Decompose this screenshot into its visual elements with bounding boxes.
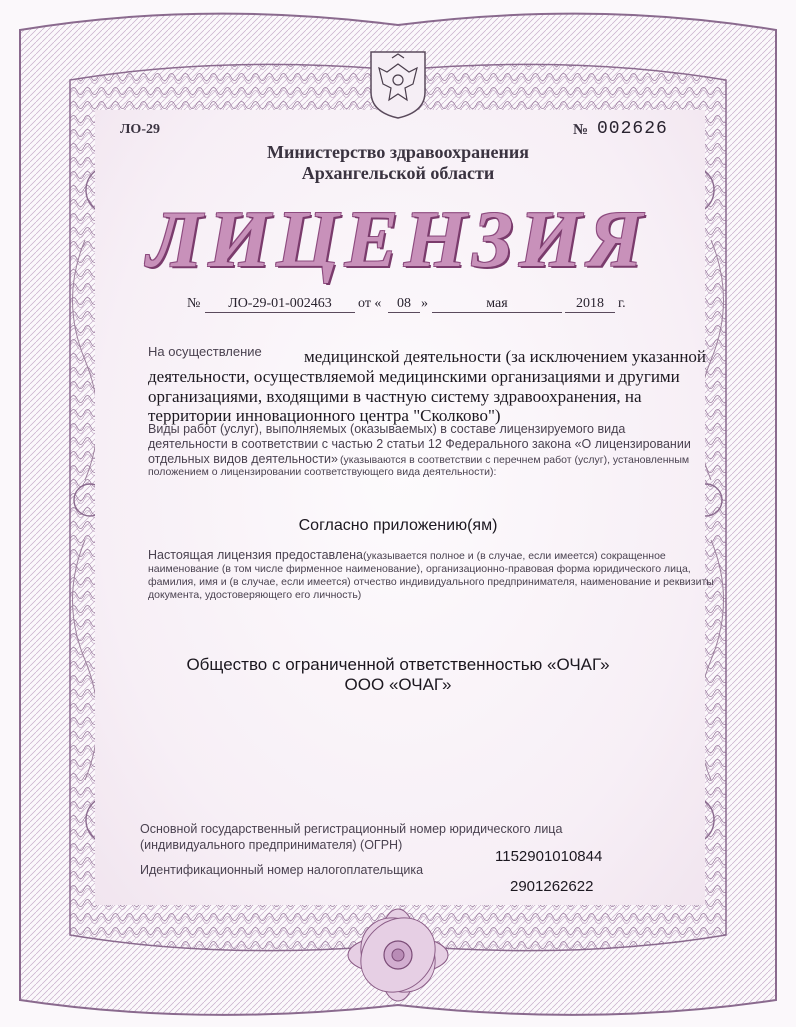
inn-value: 2901262622 xyxy=(510,878,594,895)
activity-line4: территории инновационного центра "Сколково") xyxy=(148,406,501,425)
holder-short-name: ООО «ОЧАГ» xyxy=(344,675,452,694)
holder-line1b: (указывается полное и (в случае, если имеется) сокращенное xyxy=(363,550,666,562)
works-line3b: (указываются в соответствии с перечнем работ (услуг), установленным xyxy=(340,454,690,466)
works-line1: Виды работ (услуг), выполняемых (оказываемых) в составе лицензируемого вида xyxy=(148,422,626,436)
works-line2: деятельности в соответствии с частью 2 статьи 12 Федерального закона «О лицензировании xyxy=(148,437,691,451)
license-number: ЛО-29-01-002463 xyxy=(205,296,355,313)
ministry-name-line2: Архангельской области xyxy=(301,163,495,183)
inn-label: Идентификационный номер налогоплательщика xyxy=(140,863,424,877)
form-series: ЛО-29 xyxy=(120,122,160,137)
document-title: ЛИЦЕНЗИЯ xyxy=(147,196,649,284)
russian-coat-of-arms-icon xyxy=(365,48,431,120)
works-line3a: отдельных видов деятельности» xyxy=(148,452,338,466)
works-line4: положением о лицензировании соответствующего вида деятельности): xyxy=(148,466,497,478)
holder-line4: документа, удостоверяющего его личность) xyxy=(148,589,362,601)
activity-line1: медицинской деятельности (за исключением указанной xyxy=(304,347,707,366)
holder-line1a: Настоящая лицензия предоставлена xyxy=(148,548,364,562)
holder-full-name: Общество с ограниченной ответственностью «ОЧАГ» xyxy=(186,655,610,674)
ogrn-label-line2: (индивидуального предпринимателя) (ОГРН) xyxy=(140,838,403,852)
license-month: мая xyxy=(432,296,562,313)
number-sign: № xyxy=(573,122,589,138)
holder-line2: наименование (в том числе фирменное наименование), организационно-правовая форма юридического лица, xyxy=(148,563,691,575)
activity-line2: деятельности, осуществляемой медицинскими организациями и другими xyxy=(148,367,680,386)
activity-label: На осуществление xyxy=(148,344,262,359)
works-value: Согласно приложению(ям) xyxy=(298,517,498,534)
ogrn-value: 1152901010844 xyxy=(495,848,603,865)
activity-line3: организациями, входящими в частную систему здравоохранения, на xyxy=(148,387,642,406)
holder-line3: фамилия, имя и (в случае, если имеется) отчество индивидуального предпринимателя, наименование и реквизиты xyxy=(148,576,714,588)
license-year-suffix: г. xyxy=(618,296,626,311)
license-day: 08 xyxy=(388,296,420,313)
license-close-quote: » xyxy=(421,296,428,311)
ogrn-label-line1: Основной государственный регистрационный номер юридического лица xyxy=(140,822,563,836)
license-no-label: № xyxy=(187,296,201,311)
ministry-name-line1: Министерство здравоохранения xyxy=(267,142,529,162)
license-from-label: от « xyxy=(358,296,382,311)
form-number: 002626 xyxy=(597,119,668,139)
rosette-ornament-icon xyxy=(345,905,451,1005)
license-year: 2018 xyxy=(565,296,615,313)
